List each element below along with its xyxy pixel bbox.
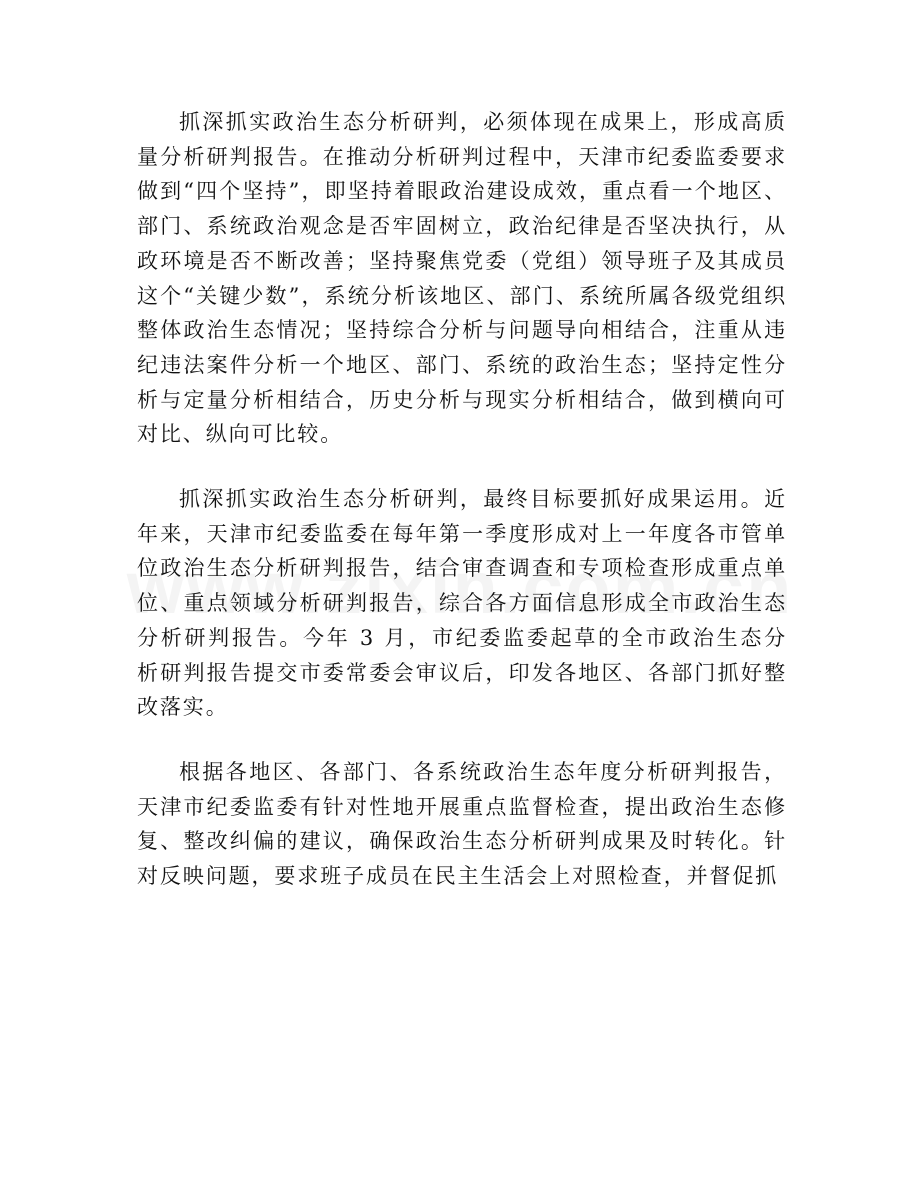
paragraph-2: 抓深抓实政治生态分析研判，最终目标要抓好成果运用。近年来，天津市纪委监委在每年第一季度形成对上一年度各市管单位政治生态分析研判报告，结合审查调查和专项检查形成重点单位、重点领域分析研判报告，综合各方面信息形成全市政治生态分析研判报告。今年 3 月，市纪委监委起草的全市政治生态分析研判报告提交市委常委会审议后，印发各地区、各部门抓好整改落实。	[137, 487, 787, 720]
paragraph-1: 抓深抓实政治生态分析研判，必须体现在成果上，形成高质量分析研判报告。在推动分析研判过程中，天津市纪委监委要求做到“四个坚持”，即坚持着眼政治建设成效，重点看一个地区、部门、系统政治观念是否牢固树立，政治纪律是否坚决执行，从政环境是否不断改善；坚持聚焦党委（党组）领导班子及其成员这个“关键少数”，系统分析该地区、部门、系统所属各级党组织整体政治生态情况；坚持综合分析与问题导向相结合，注重从违纪违法案件分析一个地区、部门、系统的政治生态；坚持定性分析与定量分析相结合，历史分析与现实分析相结合，做到横向可对比、纵向可比较。	[137, 110, 787, 447]
paragraph-3: 根据各地区、各部门、各系统政治生态年度分析研判报告，天津市纪委监委有针对性地开展重点监督检查，提出政治生态修复、整改纠偏的建议，确保政治生态分析研判成果及时转化。针对反映问题，要求班子成员在民主生活会上对照检查，并督促抓	[137, 759, 787, 889]
document-body	[137, 105, 787, 924]
